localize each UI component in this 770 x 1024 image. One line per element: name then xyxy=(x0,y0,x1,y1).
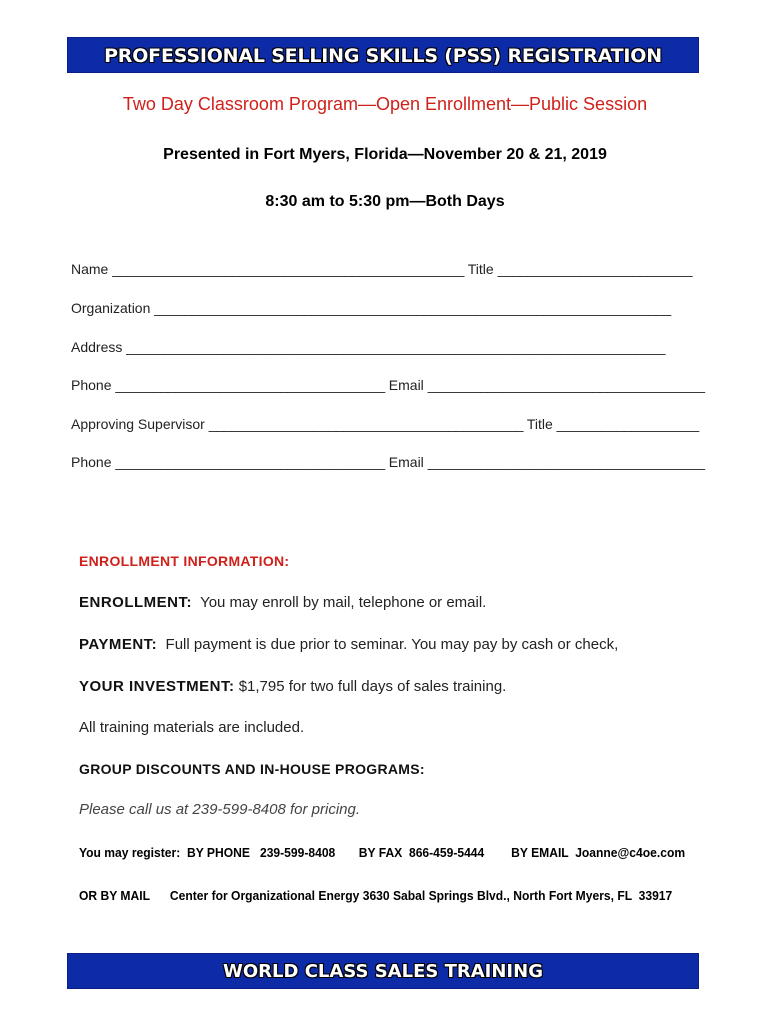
register-email[interactable]: BY EMAIL Joanne@c4oe.com xyxy=(511,845,686,860)
mail-label: OR BY MAIL xyxy=(79,888,150,903)
title-field[interactable]: __________________________ xyxy=(497,261,693,277)
payment-text: Full payment is due prior to seminar. You may pay by cash or check, xyxy=(165,636,619,653)
register-row xyxy=(79,845,685,860)
register-phone[interactable]: BY PHONE 239-599-8408 xyxy=(186,845,336,860)
payment-label: PAYMENT: xyxy=(79,636,158,653)
address-label: Address xyxy=(71,339,123,355)
enrollment-label: ENROLLMENT: xyxy=(79,594,192,611)
group-text: Please call us at 239-599-8408 for pricing. xyxy=(79,801,361,818)
investment-text: $1,795 for two full days of sales training. xyxy=(238,678,507,695)
session-time: 8:30 am to 5:30 pm—Both Days xyxy=(265,193,505,210)
payment-paragraph xyxy=(79,636,618,653)
address-field[interactable]: ________________________________________________________________________ xyxy=(126,339,666,355)
address-row xyxy=(71,339,665,355)
investment-label: YOUR INVESTMENT: xyxy=(79,678,235,695)
page-title: PROFESSIONAL SELLING SKILLS (PSS) REGISTRATION xyxy=(104,45,662,67)
phone-label: Phone xyxy=(71,377,112,393)
enrollment-text: You may enroll by mail, telephone or email. xyxy=(200,594,487,611)
register-intro: You may register: xyxy=(79,845,181,860)
footer-banner xyxy=(67,953,699,989)
email-field[interactable]: _____________________________________ xyxy=(427,377,705,393)
organization-row xyxy=(71,300,671,316)
supervisor-label: Approving Supervisor xyxy=(71,416,205,432)
phone-field[interactable]: ____________________________________ xyxy=(115,377,385,393)
group-heading: GROUP DISCOUNTS AND IN-HOUSE PROGRAMS: xyxy=(79,761,425,777)
email2-field[interactable]: _____________________________________ xyxy=(427,454,705,470)
supervisor-title-label: Title xyxy=(526,416,553,432)
organization-label: Organization xyxy=(71,300,151,316)
supervisor-field[interactable]: __________________________________________ xyxy=(208,416,524,432)
organization-field[interactable]: _____________________________________________________________________ xyxy=(154,300,671,316)
email2-label: Email xyxy=(388,454,424,470)
name-label: Name xyxy=(71,261,109,277)
enrollment-heading: ENROLLMENT INFORMATION: xyxy=(79,553,290,569)
phone2-label: Phone xyxy=(71,454,112,470)
name-field[interactable]: _______________________________________________ xyxy=(112,261,465,277)
title-label: Title xyxy=(467,261,494,277)
mail-address: Center for Organizational Energy 3630 Sabal Springs Blvd., North Fort Myers, FL 33917 xyxy=(169,888,673,903)
name-row xyxy=(71,261,692,277)
email-label: Email xyxy=(388,377,424,393)
phone-row xyxy=(71,377,705,393)
materials-paragraph: All training materials are included. xyxy=(79,719,305,736)
register-fax[interactable]: BY FAX 866-459-5444 xyxy=(358,845,485,860)
footer-title: WORLD CLASS SALES TRAINING xyxy=(223,961,543,982)
phone2-row xyxy=(71,454,705,470)
enrollment-paragraph xyxy=(79,594,486,611)
header-banner xyxy=(67,37,699,73)
location-date: Presented in Fort Myers, Florida—November 20 & 21, 2019 xyxy=(163,146,607,163)
phone2-field[interactable]: ____________________________________ xyxy=(115,454,385,470)
supervisor-row xyxy=(71,416,699,432)
investment-paragraph xyxy=(79,678,506,695)
program-subtitle: Two Day Classroom Program—Open Enrollment—Public Session xyxy=(122,94,648,114)
supervisor-title-field[interactable]: ___________________ xyxy=(556,416,699,432)
mail-row xyxy=(79,888,672,903)
